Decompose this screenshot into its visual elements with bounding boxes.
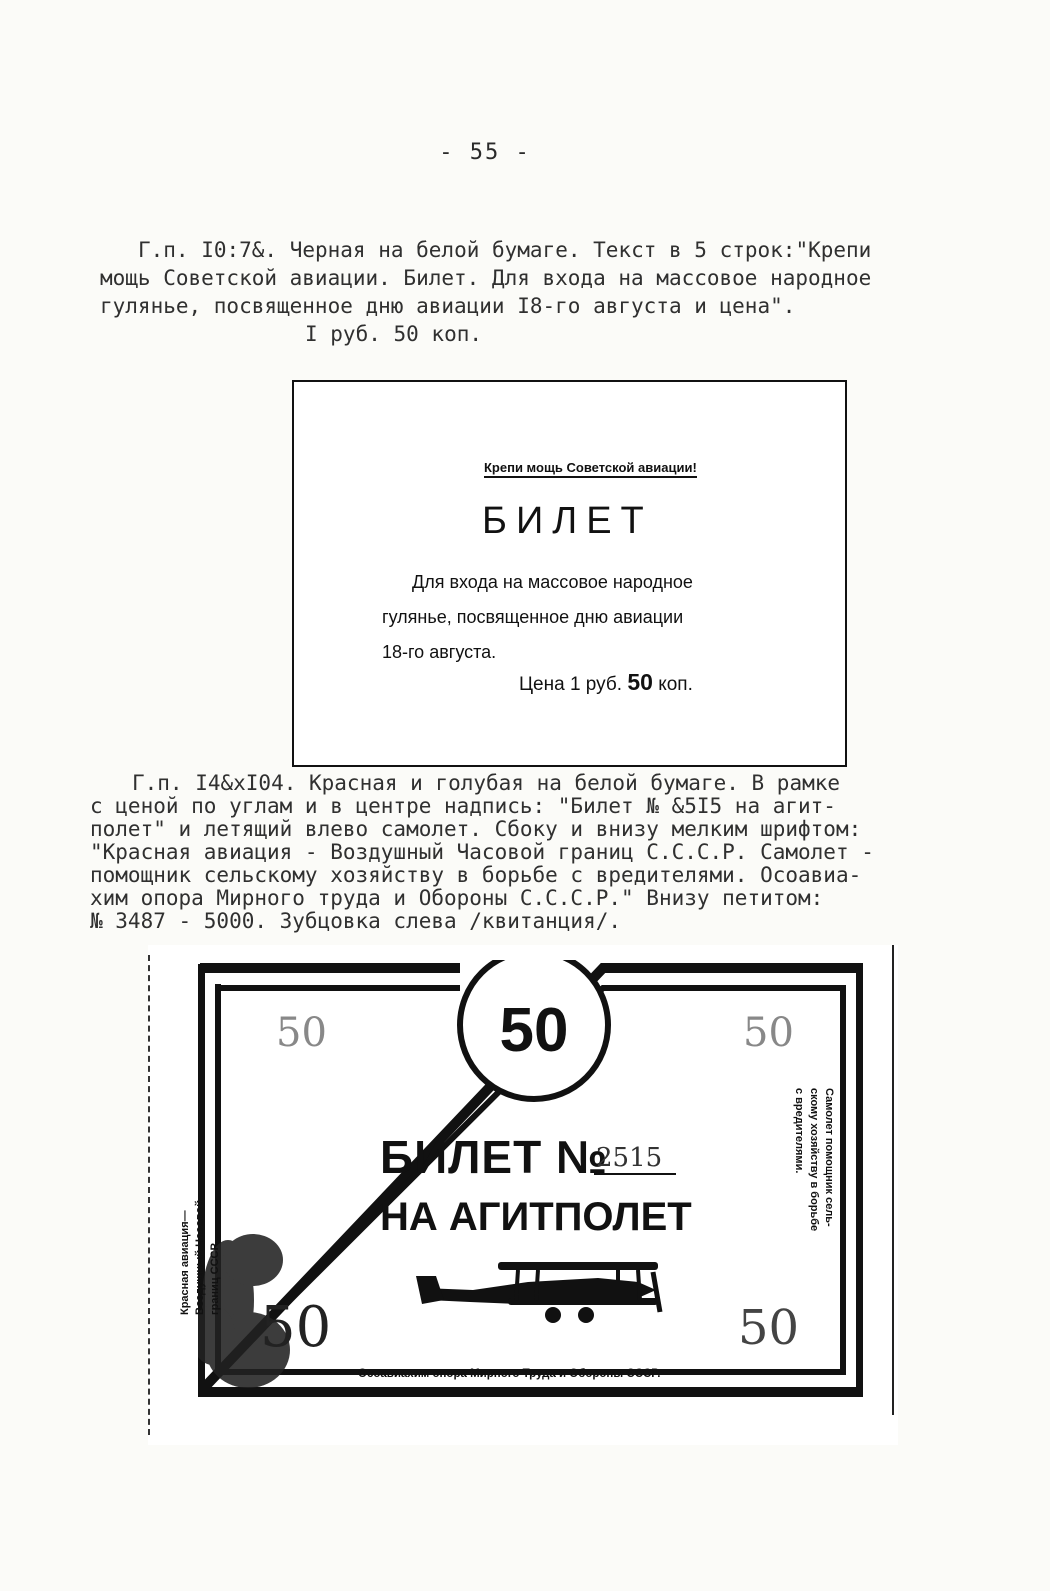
entry-1-line: гулянье, посвященное дню авиации I8-го августа и цена". [100,294,796,318]
ticket-2-image [148,945,898,1445]
corner-value-bottom-right: 50 [738,1300,800,1356]
ticket-1-body-line: Для входа на массовое народное [412,572,693,592]
entry-2-line: хим опора Мирного труда и Обороны С.С.С.Р." Внизу петитом: [90,887,824,910]
side-left-line: границ СССР. [209,1241,221,1315]
ticket-2-handwritten-number: 2515 [594,1143,676,1175]
ticket-1-body-line: 18-го августа. [382,642,497,662]
corner-value-bottom-left: 50 [260,1295,332,1360]
ticket-1-title: БИЛЕТ [482,500,653,542]
entry-2-line: помощник сельскому хозяйству в борьбе с вредителями. Осоавиа- [90,864,862,887]
scan-edge [892,945,894,1415]
side-right-line: Самолет помощник сель- [823,1088,835,1227]
ticket-2-side-text-left [178,1095,223,1315]
entry-2-description [90,772,992,933]
ticket-1-price-amount: 50 [627,669,653,695]
ticket-2-side-text-right [791,1088,836,1308]
entry-1-description [100,236,968,348]
entry-1-line: Г.п. I0:7&. Черная на белой бумаге. Текст в 5 строк:"Крепи [138,238,872,262]
ticket-1-body [382,565,693,670]
side-left-line: Воздушный Часовой [194,1199,206,1315]
entry-2-line: полет" и летящий влево самолет. Сбоку и внизу мелким шрифтом: [90,818,862,841]
side-right-line: скому хозяйству в борьбе [808,1088,820,1232]
perforation-edge [148,955,154,1435]
airplane-icon [416,1262,660,1323]
ticket-1-body-line: гулянье, посвященное дню авиации [382,607,684,627]
side-left-line: Красная авиация— [179,1210,191,1315]
ticket-1-slogan: Крепи мощь Советской авиации! [484,460,697,478]
entry-2-line: № 3487 - 5000. Зубцовка слева /квитанция/. [90,910,622,933]
entry-1-line: мощь Советской авиации. Билет. Для входа на массовое народное [100,266,872,290]
ticket-2-price-circle: 50 [499,996,569,1065]
entry-2-line: "Красная авиация - Воздушный Часовой границ С.С.С.Р. Самолет - [90,841,874,864]
page-number: - 55 - [439,140,531,165]
ticket-2-bottom-line: Осоавиахим опора Мирного Труда и Обороны СССР. [358,1368,661,1380]
ticket-1-price [519,669,693,696]
ticket-1-price-text: Цена 1 руб. [519,674,623,695]
ticket-1-image [292,380,847,767]
corner-value-top-left: 50 [276,1010,327,1056]
ticket-1-price-unit: коп. [658,674,693,695]
ticket-2-ticket-number-label: БИЛЕТ № [380,1131,609,1183]
entry-2-line: Г.п. I4&xI04. Красная и голубая на белой бумаге. В рамке [132,772,841,795]
ticket-2-subtitle: НА АГИТПОЛЕТ [380,1195,692,1239]
entry-2-line: с ценой по углам и в центре надпись: "Билет № &5I5 на агит- [90,795,836,818]
side-right-line: с вредителями. [793,1088,805,1174]
corner-value-top-right: 50 [743,1010,794,1056]
entry-1-line: I руб. 50 коп. [305,322,483,346]
